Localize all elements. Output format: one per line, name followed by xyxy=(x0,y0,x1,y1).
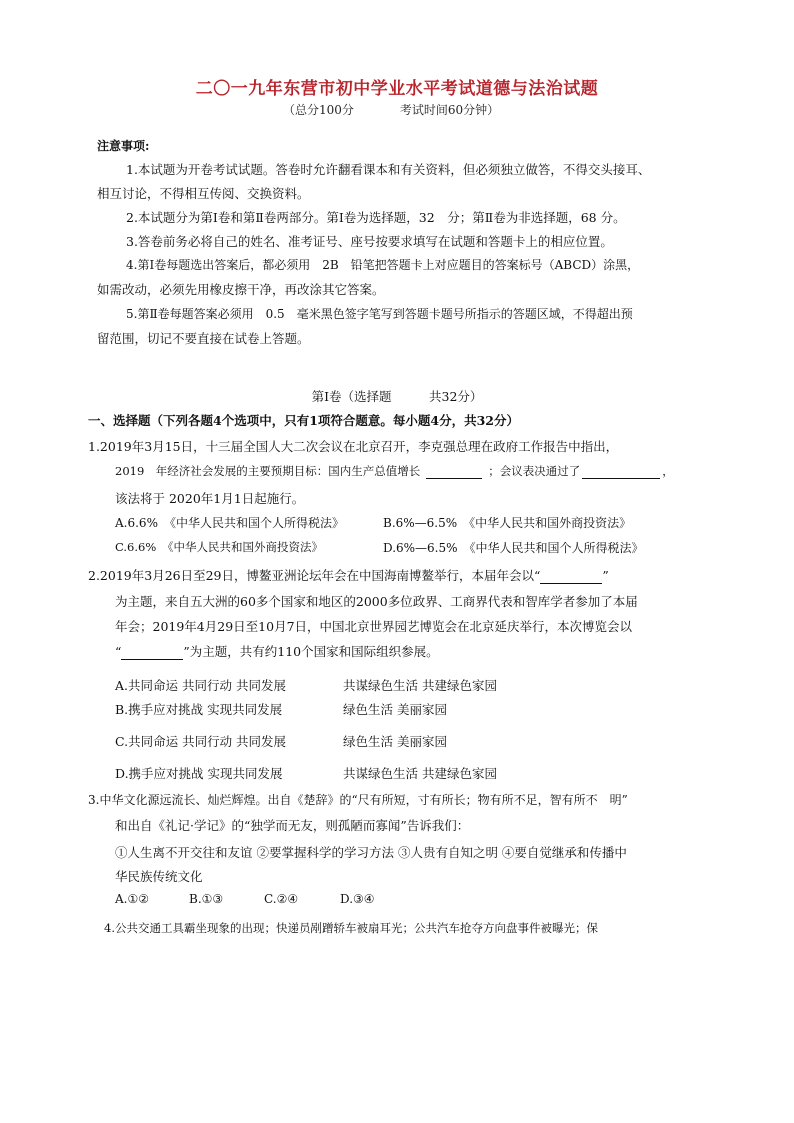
q4-line-1: 4.公共交通工具霸坐现象的出现；快递员剐蹭轿车被扇耳光；公共汽车抢夺方向盘事件被曝光；保 xyxy=(104,921,598,935)
exam-subtitle xyxy=(283,101,545,118)
q1-stem-b: ；会议表决通过了 xyxy=(488,464,581,478)
q2-blank-1 xyxy=(540,569,602,584)
q3-option-b: B.①③ xyxy=(189,892,224,906)
q2-stem-a: 2.2019年3月26日至29日，博鳌亚洲论坛年会在中国海南博鳌举行，本届年会以“ xyxy=(88,568,541,583)
q2-option-b: B.携手应对挑战 实现共同发展 xyxy=(115,702,283,717)
q1-line-3: 该法将于 2020年1月1日起施行。 xyxy=(115,491,305,506)
q2-line-4 xyxy=(115,642,439,660)
q1-option-a: A.6.6% 《中华人民共和国个人所得税法》 xyxy=(115,516,344,530)
notice-item-1-cont: 相互讨论，不得相互传阅、交换资料。 xyxy=(97,186,310,201)
q2-line-1 xyxy=(88,566,609,584)
q1-line-1: 1.2019年3月15日，十三届全国人大二次会议在北京召开，李克强总理在政府工作报告中指出， xyxy=(88,439,619,454)
q2-line-2: 为主题，来自五大洲的60多个国家和地区的2000多位政界、工商界代表和智库学者参加了本届 xyxy=(115,594,638,609)
q2-option-b-theme: 绿色生活 美丽家园 xyxy=(343,702,447,717)
notice-item-1: 1.本试题为开卷考试试题。答卷时允许翻看课本和有关资料，但必须独立做答，不得交头接耳、 xyxy=(126,162,651,177)
exam-title: 二〇一九年东营市初中学业水平考试道德与法治试题 xyxy=(195,79,599,99)
q1-option-c: C.6.6% 《中华人民共和国外商投资法》 xyxy=(115,540,324,554)
q2-option-c: C.共同命运 共同行动 共同发展 xyxy=(115,734,287,749)
q1-line-2 xyxy=(115,463,674,479)
notice-item-4-cont: 如需改动，必须先用橡皮擦干净，再改涂其它答案。 xyxy=(97,282,385,297)
q2-line-3: 年会；2019年4月29日至10月7日，中国北京世界园艺博览会在北京延庆举行，本次博览会以 xyxy=(115,619,633,634)
part1-heading: 第Ⅰ卷（选择题 共32分） xyxy=(311,389,483,404)
q3-option-a: A.①② xyxy=(115,892,149,906)
q2-option-a-theme: 共谋绿色生活 共建绿色家园 xyxy=(343,678,497,693)
q1-stem-a: 2019 年经济社会发展的主要预期目标：国内生产总值增长 xyxy=(115,464,421,478)
q3-line-1: 3.中华文化源远流长、灿烂辉煌。出自《楚辞》的“尺有所短，寸有所长；物有所不足，智有所不 明” xyxy=(88,793,628,807)
q2-option-d-theme: 共谋绿色生活 共建绿色家园 xyxy=(343,766,497,781)
q1-stem-c: ， xyxy=(662,464,674,478)
q2-option-a: A.共同命运 共同行动 共同发展 xyxy=(115,678,286,693)
notice-item-4: 4.第Ⅰ卷每题选出答案后，都必须用 2B 铅笔把答题卡上对应题目的答案标号（ABCD）涂黑， xyxy=(126,258,640,272)
notice-item-3: 3.答卷前务必将自己的姓名、准考证号、座号按要求填写在试题和答题卡上的相应位置。 xyxy=(126,234,613,249)
q1-option-b: B.6%—6.5% 《中华人民共和国外商投资法》 xyxy=(383,516,632,530)
q2-option-c-theme: 绿色生活 美丽家园 xyxy=(343,734,447,749)
notice-item-2: 2.本试题分为第Ⅰ卷和第Ⅱ卷两部分。第Ⅰ卷为选择题，32 分；第Ⅱ卷为非选择题，68 分。 xyxy=(126,210,626,225)
notice-item-5-cont: 留范围，切记不要直接在试卷上答题。 xyxy=(97,331,310,346)
q3-line-2: 和出自《礼记·学记》的“独学而无友，则孤陋而寡闻”告诉我们： xyxy=(115,818,470,833)
q2-stem-c: “ xyxy=(115,644,122,659)
notice-heading: 注意事项: xyxy=(97,139,150,153)
q3-line-3: ①人生离不开交往和友谊 ②要掌握科学的学习方法 ③人贵有自知之明 ④要自觉继承和传播中 xyxy=(115,845,627,860)
section-heading: 一、选择题（下列各题4个选项中，只有1项符合题意。每小题4分，共32分） xyxy=(88,413,519,428)
q2-option-d: D.携手应对挑战 实现共同发展 xyxy=(115,766,283,781)
q1-option-d: D.6%—6.5% 《中华人民共和国个人所得税法》 xyxy=(383,541,644,555)
notice-item-5: 5.第Ⅱ卷每题答案必须用 0.5 毫米黑色签字笔写到答题卡题号所指示的答题区域，不得超出预 xyxy=(126,307,633,321)
q3-option-c: C.②④ xyxy=(264,892,299,906)
q2-stem-b: ” xyxy=(602,568,609,583)
q1-blank-2 xyxy=(582,464,660,479)
exam-time: 考试时间60分钟） xyxy=(399,103,500,117)
q2-blank-2 xyxy=(121,645,183,660)
q1-blank-1 xyxy=(426,464,482,479)
total-score: （总分100分 xyxy=(283,103,354,117)
q2-stem-d: ”为主题，共有约110个国家和国际组织参展。 xyxy=(183,644,439,659)
q3-line-4: 华民族传统文化 xyxy=(115,869,203,884)
q3-option-d: D.③④ xyxy=(340,892,375,906)
